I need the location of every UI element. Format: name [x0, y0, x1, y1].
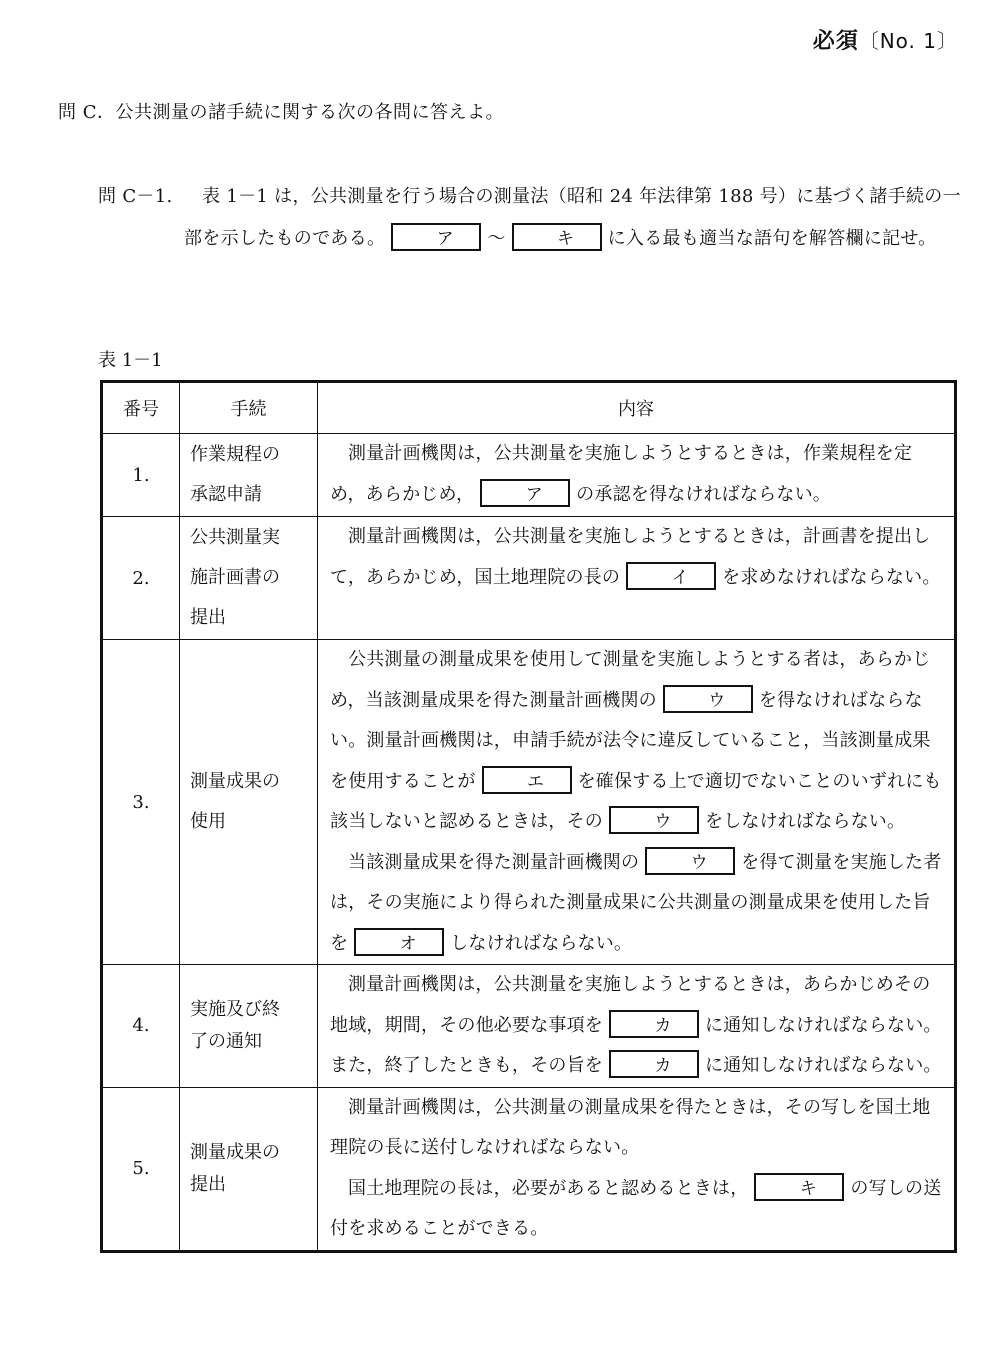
row-number: 1.	[102, 434, 180, 517]
row-procedure	[180, 965, 318, 1088]
answer-blank: ウ	[663, 685, 753, 713]
content-text: を確保する上で適切でないことのいずれにも該当しないと認めるときは，その	[330, 770, 942, 832]
procedure-line: 測量成果の	[190, 771, 280, 792]
procedure-line: 了の通知	[190, 1030, 262, 1052]
header-content: 内容	[318, 382, 956, 434]
table-row	[102, 434, 956, 517]
subquestion-text-b: に入る最も適当な語句を解答欄に記せ。	[607, 228, 937, 249]
procedure-line: 作業規程の	[190, 444, 280, 465]
answer-blank: オ	[354, 928, 444, 956]
procedure-line: 測量成果の	[190, 1141, 280, 1163]
question-number: 〔No. 1〕	[858, 29, 958, 53]
content-text: を求めなければならない。	[722, 566, 941, 588]
content-text: の写しの送付を求めることができる。	[330, 1177, 942, 1239]
procedure-line: 使用	[190, 811, 226, 832]
row-procedure	[180, 640, 318, 965]
answer-blank: ア	[480, 479, 570, 507]
content-text: の承認を得なければならない。	[576, 483, 831, 505]
answer-blank: ウ	[609, 806, 699, 834]
answer-blank: カ	[609, 1050, 699, 1078]
answer-blank: カ	[609, 1010, 699, 1038]
answer-blank: イ	[626, 562, 716, 590]
procedures-table	[100, 380, 957, 1253]
content-text: しなければならない。	[450, 932, 633, 954]
subquestion	[98, 176, 968, 260]
row-number: 5.	[102, 1087, 180, 1251]
subquestion-text-a: 表 1－1 は，公共測量を行う場合の測量法（昭和 24 年法律第 188 号）に基づく諸手続の一部を示したものである。	[184, 186, 961, 249]
content-text: に通知しなければならない。	[705, 1055, 942, 1076]
content-text: 測量計画機関は，公共測量を実施しようとするときは，作業規程を定め，あらかじめ，	[330, 443, 913, 505]
content-text: をしなければならない。	[705, 811, 906, 832]
required-label: 必須	[812, 29, 859, 54]
table-row	[102, 517, 956, 640]
table-row	[102, 640, 956, 965]
content-text: に通知しなければならない。また，終了したときも，その旨を	[330, 1014, 942, 1076]
procedure-line: 施計画書の	[190, 567, 280, 588]
header-no: 番号	[102, 382, 180, 434]
content-text: を得て測量を実施した者は，その実施により得られた測量成果に公共測量の測量成果を使用した旨を	[330, 851, 942, 954]
question-main-text: 問 C．公共測量の諸手続に関する次の各問に答えよ。	[58, 102, 504, 123]
row-procedure	[180, 434, 318, 517]
range-separator: ～	[487, 228, 506, 249]
row-content	[318, 965, 956, 1088]
row-procedure	[180, 517, 318, 640]
row-number: 4.	[102, 965, 180, 1088]
row-number: 3.	[102, 640, 180, 965]
table-header-row	[102, 382, 956, 434]
answer-blank: キ	[754, 1173, 844, 1201]
answer-blank: キ	[512, 223, 602, 251]
procedure-line: 承認申請	[190, 484, 262, 505]
procedure-line: 公共測量実	[190, 527, 280, 548]
answer-blank: ウ	[645, 847, 735, 875]
row-content	[318, 517, 956, 640]
header-proc: 手続	[180, 382, 318, 434]
row-content	[318, 434, 956, 517]
answer-blank: エ	[482, 766, 572, 794]
table-caption: 表 1－1	[98, 350, 163, 371]
content-text: を得なければならない。測量計画機関は，申請手続が法令に違反していること，当該測量成果を使用することが	[330, 689, 931, 792]
procedure-line: 実施及び終	[190, 998, 280, 1020]
row-procedure	[180, 1087, 318, 1251]
content-text: 国土地理院の長は，必要があると認めるときは，	[348, 1177, 749, 1199]
table-row	[102, 1087, 956, 1251]
row-number: 2.	[102, 517, 180, 640]
exam-header	[813, 24, 958, 55]
procedure-line: 提出	[190, 1173, 226, 1195]
content-text: 測量計画機関は，公共測量を実施しようとするときは，あらかじめその地域，期間，その他必要な事項を	[330, 974, 931, 1036]
row-content	[318, 1087, 956, 1251]
content-text: 測量計画機関は，公共測量を実施しようとするときは，計画書を提出して，あらかじめ，国土地理院の長の	[330, 526, 931, 588]
subquestion-number: 問 C－1.	[98, 186, 173, 207]
content-text: 公共測量の測量成果を使用して測量を実施しようとする者は，あらかじめ，当該測量成果を得た測量計画機関の	[330, 649, 931, 711]
table-row	[102, 965, 956, 1088]
row-content	[318, 640, 956, 965]
content-text: 測量計画機関は，公共測量の測量成果を得たときは，その写しを国土地理院の長に送付しなければならない。	[330, 1096, 931, 1158]
subquestion-body	[184, 176, 968, 260]
procedure-line: 提出	[190, 607, 226, 628]
answer-blank: ア	[391, 223, 481, 251]
content-text: 当該測量成果を得た測量計画機関の	[348, 851, 640, 873]
